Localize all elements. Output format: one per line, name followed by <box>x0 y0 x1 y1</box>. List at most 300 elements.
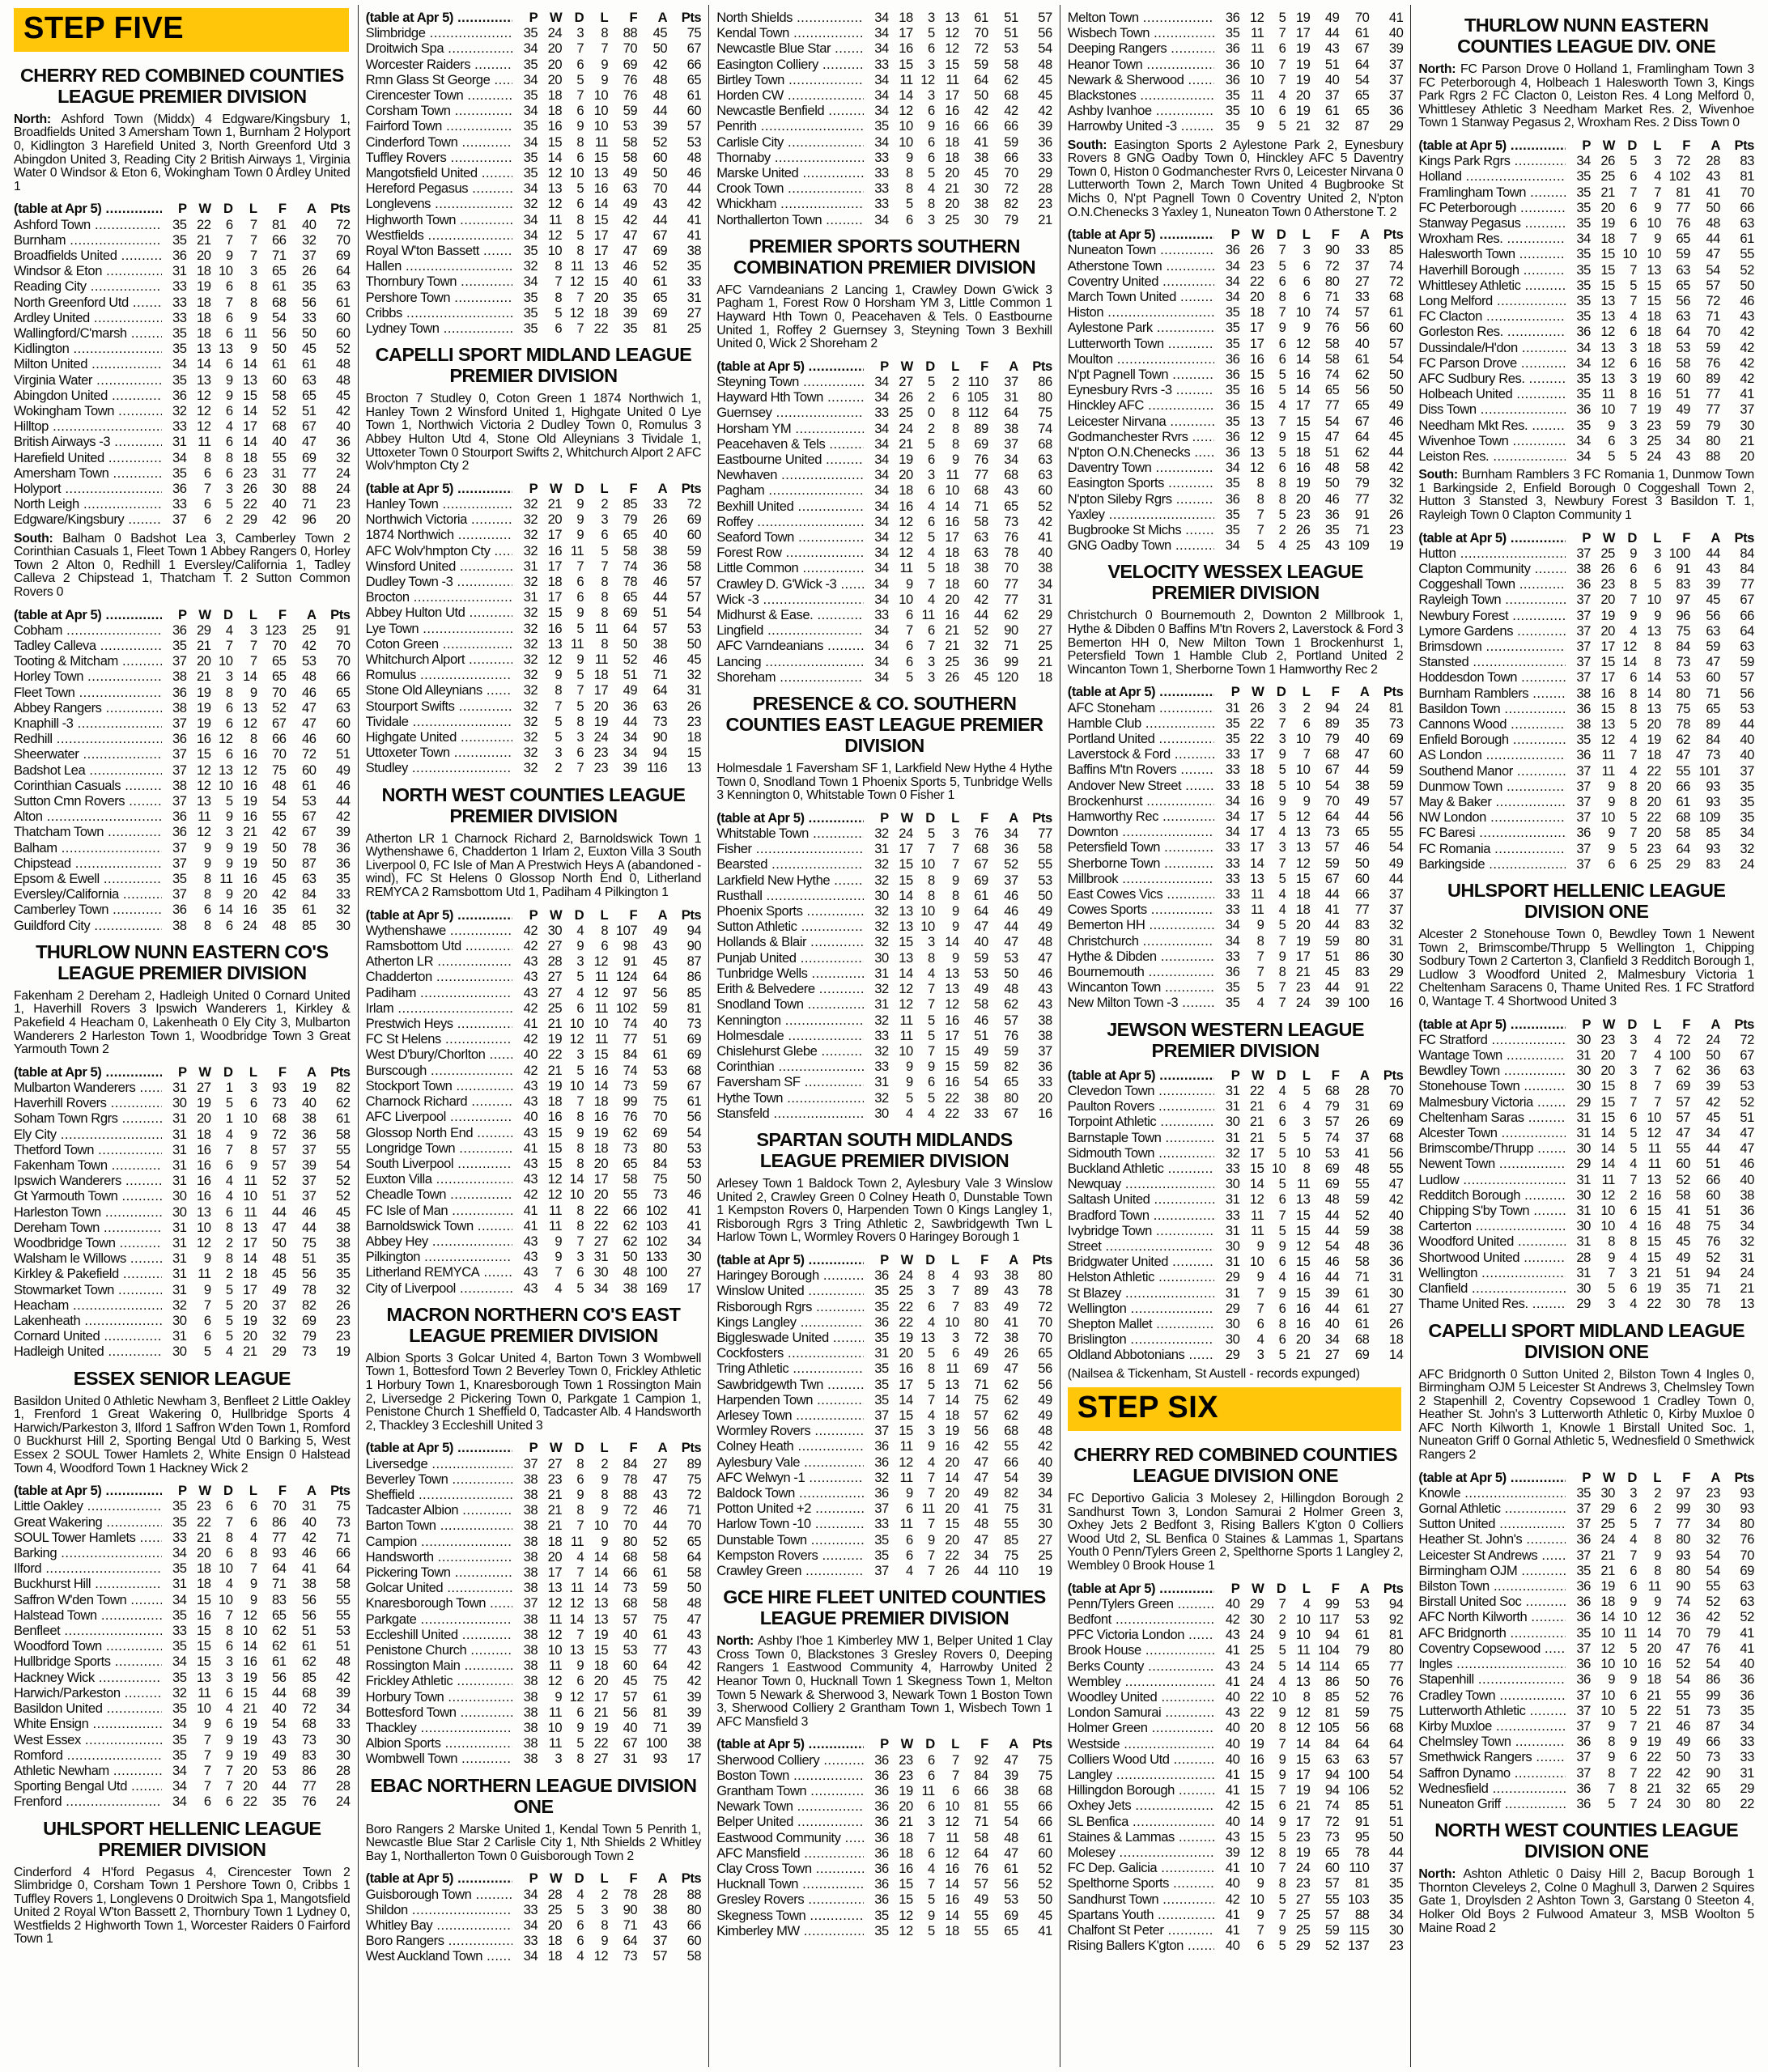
stat-p: 35 <box>172 1498 187 1514</box>
team-name: Buckland Athletic ..... <box>1068 1161 1215 1176</box>
col-header-d: D <box>223 1483 233 1499</box>
stat-p: 32 <box>874 856 889 873</box>
stat-f: 50 <box>1324 475 1340 491</box>
stat-l: 18 <box>593 1093 609 1110</box>
stat-d: 7 <box>576 1233 584 1249</box>
team-name: Frenford ..... <box>14 1794 162 1809</box>
stat-pts: 70 <box>1740 184 1754 200</box>
stat-d: 9 <box>1278 1705 1286 1721</box>
stat-d: 5 <box>225 496 233 512</box>
col-header-p: P <box>880 358 889 374</box>
stat-d: 6 <box>1278 1114 1286 1130</box>
stat-w: 20 <box>1600 592 1615 608</box>
stat-w: 27 <box>197 1080 211 1096</box>
stat-l: 3 <box>601 512 609 528</box>
stat-a: 65 <box>1706 700 1720 716</box>
stat-pts: 42 <box>686 196 702 212</box>
stat-p: 33 <box>874 165 889 181</box>
stat-w: 13 <box>547 635 563 652</box>
stat-f: 61 <box>974 10 988 25</box>
stat-d: 9 <box>928 1531 935 1548</box>
table-row <box>1068 367 1404 382</box>
col-header-p: P <box>1230 684 1240 700</box>
stat-f: 72 <box>974 1329 988 1345</box>
stat-l: 7 <box>601 558 609 574</box>
stat-d: 5 <box>928 1345 935 1361</box>
stat-pts: 45 <box>1038 71 1052 87</box>
team-name: Wokingham Town ..... <box>14 403 162 418</box>
stat-a: 51 <box>302 1623 317 1639</box>
stat-d: 6 <box>1630 1203 1637 1219</box>
stat-pts: 63 <box>1740 639 1754 655</box>
stat-pts: 53 <box>1740 1078 1754 1094</box>
table-row <box>1418 825 1754 840</box>
stat-pts: 32 <box>336 902 351 918</box>
table-row <box>366 72 702 87</box>
stat-d: 8 <box>1630 700 1637 716</box>
table-row <box>366 1156 702 1171</box>
stat-a: 56 <box>1004 1876 1018 1892</box>
stat-a: 51 <box>1004 25 1018 41</box>
stat-w: 17 <box>1249 839 1264 856</box>
table-caption: (table at Apr 5) ..... <box>366 1870 513 1886</box>
stat-d: 4 <box>928 1860 935 1876</box>
stat-l: 14 <box>1295 1735 1311 1751</box>
stat-f: 52 <box>1676 1656 1690 1672</box>
stat-a: 102 <box>645 1202 668 1218</box>
stat-f: 62 <box>272 1623 287 1639</box>
stat-w: 11 <box>1601 1171 1615 1187</box>
team-name: Leicester St Andrews ..... <box>1418 1548 1566 1563</box>
stat-pts: 30 <box>686 1249 702 1265</box>
stat-d: 7 <box>1630 825 1637 841</box>
stat-a: 86 <box>1354 948 1370 964</box>
stat-l: 20 <box>945 1484 959 1501</box>
stat-a: 115 <box>1349 1921 1370 1938</box>
stat-f: 44 <box>272 1684 287 1700</box>
stat-pts: 57 <box>1388 792 1404 809</box>
stat-d: 5 <box>576 1735 584 1751</box>
stat-d: 7 <box>1630 1717 1637 1734</box>
stat-f: 46 <box>1324 490 1340 507</box>
table-row <box>1418 1250 1754 1265</box>
stat-f: 93 <box>1676 1547 1690 1563</box>
stat-a: 39 <box>652 118 668 134</box>
stat-w: 11 <box>1601 386 1615 402</box>
stat-w: 19 <box>197 1095 211 1111</box>
table-header <box>366 481 702 496</box>
stat-f: 60 <box>272 372 287 388</box>
stat-p: 34 <box>874 71 889 87</box>
stat-p: 36 <box>1225 444 1240 461</box>
stat-l: 10 <box>1647 246 1661 262</box>
stat-a: 73 <box>652 713 668 729</box>
stat-a: 61 <box>652 1564 668 1580</box>
stat-f: 63 <box>1676 261 1690 278</box>
stat-w: 21 <box>547 496 563 512</box>
table-row <box>716 1392 1052 1408</box>
stat-d: 7 <box>1630 747 1637 763</box>
stat-w: 3 <box>1608 1296 1615 1312</box>
table-row <box>716 669 1052 685</box>
col-header-f: F <box>1682 529 1690 546</box>
stat-pts: 37 <box>1740 762 1754 779</box>
stat-w: 12 <box>899 529 913 546</box>
stat-d: 5 <box>1630 840 1637 856</box>
stat-l: 14 <box>243 1638 257 1654</box>
stat-f: 48 <box>272 777 287 793</box>
stat-w: 19 <box>197 278 211 295</box>
team-name: Tadley Calleva ..... <box>14 638 162 653</box>
stat-l: 23 <box>1295 506 1311 522</box>
stat-pts: 41 <box>1740 1640 1754 1656</box>
stat-l: 9 <box>1654 231 1661 247</box>
team-name: Brook House ..... <box>1068 1642 1215 1658</box>
stat-pts: 57 <box>686 574 702 590</box>
stat-pts: 14 <box>1388 1347 1404 1363</box>
stat-l: 7 <box>952 1767 959 1783</box>
stat-l: 9 <box>1303 320 1311 336</box>
stat-f: 44 <box>1324 25 1340 41</box>
stat-f: 72 <box>1324 1813 1340 1829</box>
stat-pts: 45 <box>336 387 351 403</box>
stat-l: 8 <box>601 922 609 938</box>
stat-a: 93 <box>1706 794 1720 810</box>
stat-p: 35 <box>1225 522 1240 538</box>
league-table <box>366 1440 702 1766</box>
table-row <box>1418 841 1754 856</box>
stat-d: 4 <box>1278 824 1286 840</box>
stat-f: 55 <box>1676 762 1690 779</box>
table-row <box>1418 1594 1754 1609</box>
stat-f: 69 <box>1324 1176 1340 1192</box>
stat-d: 8 <box>928 1361 935 1377</box>
stat-a: 65 <box>1004 1922 1018 1938</box>
table-row <box>1068 1658 1404 1674</box>
col-header-a: A <box>1009 358 1018 374</box>
stat-pts: 66 <box>1038 1798 1052 1815</box>
stat-pts: 19 <box>1038 1562 1052 1578</box>
stat-d: 4 <box>1278 1673 1286 1689</box>
stat-w: 21 <box>1249 1098 1264 1115</box>
team-name: Bewdley Town ..... <box>1418 1063 1566 1078</box>
stat-w: 29 <box>1249 1595 1264 1611</box>
stat-a: 55 <box>1004 1438 1018 1454</box>
stat-d: 5 <box>1278 382 1286 398</box>
stat-f: 73 <box>1324 824 1340 840</box>
team-name: Guernsey ..... <box>716 405 864 420</box>
team-name: Easington Sports ..... <box>1068 475 1215 490</box>
stat-l: 19 <box>1295 1844 1311 1860</box>
stat-w: 14 <box>1600 1125 1615 1141</box>
stat-p: 34 <box>874 435 889 452</box>
table-row <box>366 180 702 196</box>
stat-w: 30 <box>1600 1484 1615 1501</box>
stat-a: 133 <box>645 1249 668 1265</box>
col-header-l: L <box>951 358 959 374</box>
table-row <box>366 574 702 589</box>
stat-f: 94 <box>1324 1627 1340 1643</box>
table-row <box>14 465 351 481</box>
stat-a: 70 <box>652 180 668 197</box>
stat-p: 41 <box>1225 1921 1240 1938</box>
stat-w: 10 <box>547 1641 563 1658</box>
table-row <box>1068 1782 1404 1798</box>
team-name: Yaxley ..... <box>1068 507 1215 522</box>
stat-p: 36 <box>874 1767 889 1783</box>
stat-w: 9 <box>1608 1717 1615 1734</box>
stat-a: 65 <box>652 289 668 305</box>
stat-l: 25 <box>1295 1921 1311 1938</box>
stat-d: 4 <box>225 1344 233 1360</box>
stat-d: 3 <box>928 1423 935 1439</box>
stat-pts: 69 <box>1388 731 1404 747</box>
stat-pts: 92 <box>1388 1611 1404 1627</box>
stat-d: 7 <box>576 321 584 337</box>
team-name: Penrith ..... <box>716 118 864 134</box>
table-row <box>366 1673 702 1688</box>
stat-f: 48 <box>1676 1218 1690 1234</box>
stat-l: 13 <box>593 258 609 274</box>
stat-f: 45 <box>272 1266 287 1282</box>
stat-f: 52 <box>623 652 638 668</box>
stat-f: 35 <box>623 321 638 337</box>
stat-w: 25 <box>899 1283 913 1299</box>
stat-l: 10 <box>1647 214 1661 231</box>
stat-w: 15 <box>197 1654 211 1670</box>
stat-d: 7 <box>1630 293 1637 308</box>
stat-f: 60 <box>623 1658 638 1674</box>
stat-f: 74 <box>1324 367 1340 383</box>
stat-l: 3 <box>1654 545 1661 561</box>
stat-d: 6 <box>225 746 233 762</box>
stat-d: 9 <box>576 652 584 668</box>
stat-l: 25 <box>1295 1906 1311 1922</box>
col-header-p: P <box>1230 1580 1240 1596</box>
table-row <box>366 1109 702 1124</box>
stat-d: 7 <box>928 1042 935 1059</box>
table-row <box>716 1345 1052 1361</box>
stat-l: 18 <box>945 560 959 576</box>
team-name: Lancing ..... <box>716 654 864 669</box>
stat-f: 44 <box>974 1562 988 1578</box>
stat-d: 5 <box>225 1313 233 1329</box>
team-name: Horsham YM ..... <box>716 421 864 436</box>
stat-d: 7 <box>1278 932 1286 949</box>
team-name: Westfields ..... <box>366 227 513 243</box>
stat-d: 9 <box>1278 1813 1286 1829</box>
stat-a: 59 <box>1706 639 1720 655</box>
table-row <box>366 57 702 72</box>
stat-f: 65 <box>1676 231 1690 247</box>
stat-a: 91 <box>1354 1813 1370 1829</box>
stat-f: 55 <box>623 1187 638 1203</box>
stat-pts: 52 <box>336 341 351 357</box>
table-caption: (table at Apr 5) ..... <box>716 1252 864 1267</box>
stat-d: 14 <box>219 902 233 918</box>
stat-l: 13 <box>1647 261 1661 278</box>
stat-a: 58 <box>652 1548 668 1565</box>
stat-a: 77 <box>1004 575 1018 592</box>
table-header <box>716 359 1052 374</box>
stat-l: 19 <box>1647 1280 1661 1297</box>
section-title: CHERRY RED COMBINED COUNTIES LEAGUE DIVISION ONE <box>1073 1443 1397 1486</box>
table-row <box>366 1125 702 1140</box>
table-row <box>1418 215 1754 231</box>
stat-d: 6 <box>928 103 935 119</box>
stat-pts: 27 <box>1388 1300 1404 1316</box>
stat-f: 81 <box>1324 1705 1340 1721</box>
table-row <box>366 274 702 289</box>
stat-a: 80 <box>652 1140 668 1156</box>
stat-l: 34 <box>593 1280 609 1296</box>
stat-p: 32 <box>523 605 538 621</box>
stat-l: 7 <box>1654 1078 1661 1094</box>
stat-w: 6 <box>1256 1315 1264 1331</box>
stat-w: 15 <box>547 605 563 621</box>
team-name: Thatcham Town ..... <box>14 824 162 839</box>
stat-f: 46 <box>623 258 638 274</box>
stat-p: 35 <box>1576 184 1591 200</box>
team-name: Tadcaster Albion ..... <box>366 1502 513 1518</box>
stat-l: 10 <box>593 1518 609 1534</box>
table-row <box>14 1080 351 1095</box>
stat-l: 10 <box>1295 1144 1311 1161</box>
stat-a: 51 <box>302 403 317 418</box>
stat-w: 16 <box>197 1607 211 1623</box>
team-name: Rossington Main ..... <box>366 1658 513 1673</box>
stat-a: 73 <box>1706 1749 1720 1765</box>
team-name: Hamworthy Rec ..... <box>1068 809 1215 824</box>
stat-w: 25 <box>1600 168 1615 185</box>
stat-a: 61 <box>1354 1284 1370 1301</box>
table-caption: (table at Apr 5) ..... <box>14 607 162 622</box>
team-name: Holyport ..... <box>14 481 162 496</box>
stat-p: 29 <box>1576 1156 1591 1172</box>
stat-p: 36 <box>874 1814 889 1830</box>
stat-d: 9 <box>1278 1921 1286 1938</box>
stat-p: 35 <box>1225 475 1240 491</box>
stat-a: 50 <box>1354 855 1370 871</box>
team-name: Stockport Town ..... <box>366 1078 513 1093</box>
table-row <box>1068 289 1404 304</box>
stat-a: 38 <box>1004 420 1018 436</box>
stat-l: 6 <box>952 389 959 405</box>
stat-l: 18 <box>593 1140 609 1156</box>
stat-l: 13 <box>593 1611 609 1627</box>
stat-l: 7 <box>249 231 257 248</box>
stat-l: 19 <box>243 1313 257 1329</box>
stat-l: 19 <box>1295 1782 1311 1798</box>
stat-p: 31 <box>172 263 187 279</box>
section-title: PRESENCE & CO. SOUTHERN COUNTIES EAST LEAGUE PREMIER DIVISION <box>725 693 1043 757</box>
stat-pts: 26 <box>1388 506 1404 522</box>
league-table <box>14 607 351 933</box>
stat-a: 62 <box>1354 367 1370 383</box>
stat-a: 33 <box>652 496 668 512</box>
stat-a: 50 <box>1706 199 1720 215</box>
table-row <box>366 1000 702 1016</box>
stat-d: 5 <box>1630 448 1637 465</box>
stat-l: 16 <box>593 180 609 197</box>
stat-w: 12 <box>1249 1191 1264 1208</box>
col-header-f: F <box>278 1064 287 1080</box>
stat-l: 17 <box>243 418 257 435</box>
stat-d: 6 <box>1630 168 1637 185</box>
stat-w: 18 <box>197 1560 211 1577</box>
stat-a: 80 <box>1706 1795 1720 1811</box>
stat-f: 40 <box>1324 1315 1340 1331</box>
stat-f: 62 <box>272 1638 287 1654</box>
stat-l: 19 <box>243 839 257 856</box>
stat-l: 23 <box>1295 1828 1311 1845</box>
stat-pts: 82 <box>336 1080 351 1096</box>
stat-w: 3 <box>555 745 563 761</box>
stat-pts: 70 <box>336 653 351 669</box>
stat-a: 46 <box>302 1204 317 1220</box>
stat-f: 71 <box>623 1917 638 1933</box>
team-name: Paulton Rovers ..... <box>1068 1098 1215 1114</box>
stat-l: 21 <box>243 1700 257 1717</box>
stat-p: 36 <box>172 809 187 825</box>
stat-pts: 35 <box>1740 809 1754 826</box>
stat-a: 68 <box>302 1684 317 1700</box>
stat-f: 65 <box>272 1607 287 1623</box>
stat-w: 12 <box>547 1171 563 1187</box>
col-header-l: L <box>600 906 609 923</box>
stat-f: 30 <box>272 481 287 497</box>
stat-pts: 34 <box>1740 825 1754 841</box>
team-name: East Cowes Vics ..... <box>1068 886 1215 902</box>
stat-d: 6 <box>576 149 584 165</box>
stat-pts: 28 <box>336 1778 351 1794</box>
stat-d: 13 <box>569 1641 584 1658</box>
stat-pts: 35 <box>336 1266 351 1282</box>
stat-a: 100 <box>1348 995 1370 1011</box>
stat-l: 14 <box>593 1548 609 1565</box>
stat-pts: 69 <box>1740 1562 1754 1578</box>
stat-p: 35 <box>874 1531 889 1548</box>
stat-p: 35 <box>523 304 538 321</box>
stat-p: 33 <box>874 180 889 197</box>
stat-a: 61 <box>652 1688 668 1705</box>
stat-p: 41 <box>523 1217 538 1233</box>
stat-pts: 35 <box>1388 1875 1404 1892</box>
stat-d: 3 <box>1630 1031 1637 1047</box>
table-row <box>1068 917 1404 932</box>
table-caption: (table at Apr 5) ..... <box>1068 227 1215 242</box>
stat-f: 57 <box>974 1876 988 1892</box>
stat-d: 6 <box>225 699 233 715</box>
stat-f: 90 <box>623 1901 638 1917</box>
stat-pts: 32 <box>1388 475 1404 491</box>
stat-p: 34 <box>874 560 889 576</box>
stat-a: 88 <box>302 481 317 497</box>
stat-a: 81 <box>652 321 668 337</box>
stat-p: 34 <box>1576 355 1591 371</box>
stat-d: 6 <box>225 1638 233 1654</box>
stat-l: 13 <box>945 1376 959 1392</box>
stat-l: 25 <box>1647 432 1661 448</box>
stat-a: 51 <box>652 1031 668 1047</box>
stat-w: 14 <box>899 887 913 903</box>
stat-d: 5 <box>1278 1176 1286 1192</box>
stat-p: 32 <box>874 919 889 935</box>
stat-f: 49 <box>1324 10 1340 25</box>
table-row <box>1418 153 1754 168</box>
team-name: Pilkington ..... <box>366 1249 513 1264</box>
table-row <box>1068 1938 1404 1953</box>
